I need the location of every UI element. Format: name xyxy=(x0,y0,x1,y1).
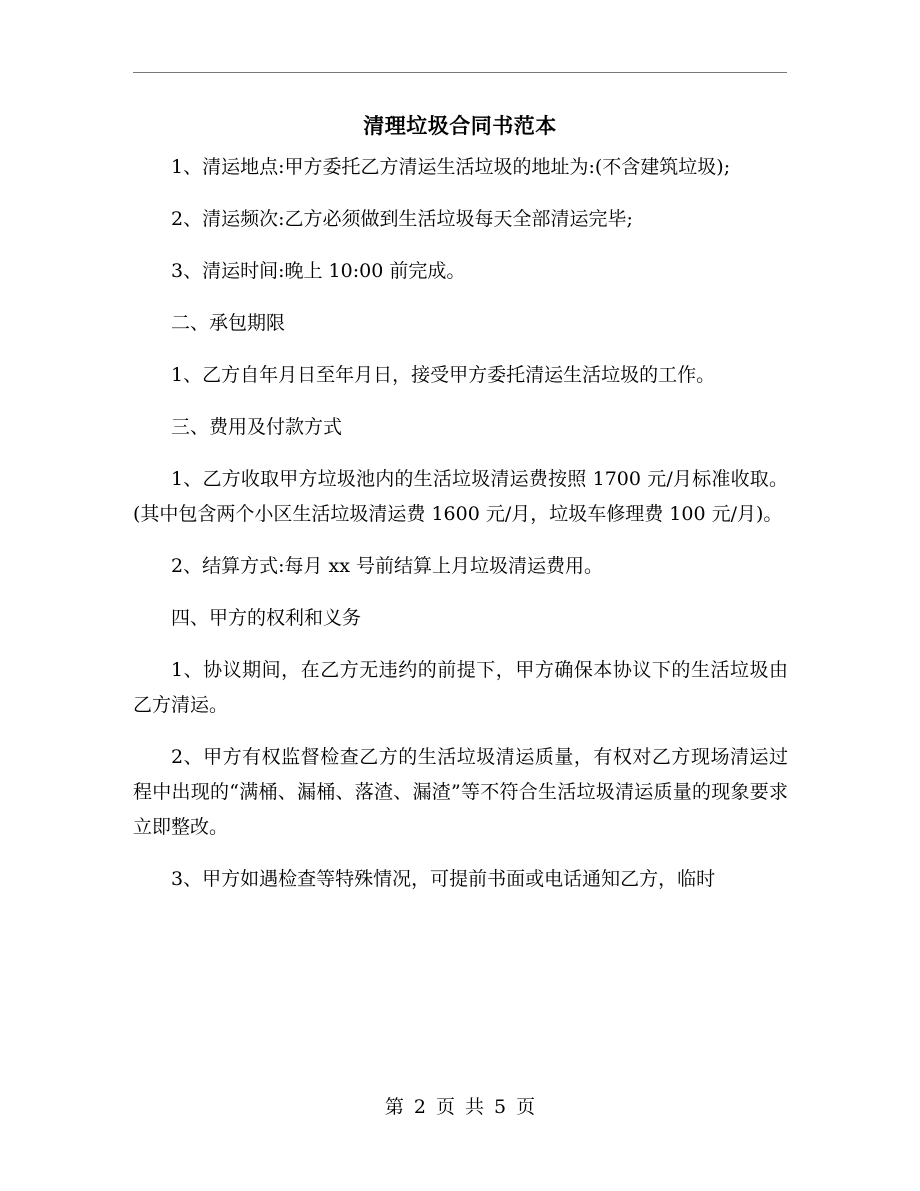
paragraph: 2、清运频次:乙方必须做到生活垃圾每天全部清运完毕; xyxy=(171,208,633,230)
paragraph: 1、清运地点:甲方委托乙方清运生活垃圾的地址为:(不含建筑垃圾); xyxy=(171,156,731,178)
page-title: 清理垃圾合同书范本 xyxy=(363,113,557,138)
section-heading: 四、甲方的权利和义务 xyxy=(171,607,362,629)
paragraph: 1、乙方自年月日至年月日，接受甲方委托清运生活垃圾的工作。 xyxy=(171,364,716,386)
paragraph: 2、结算方式:每月 xx 号前结算上月垃圾清运费用。 xyxy=(171,555,604,577)
paragraph: 1、协议期间，在乙方无违约的前提下，甲方确保本协议下的生活垃圾由乙方清运。 xyxy=(133,659,788,716)
section-heading: 三、费用及付款方式 xyxy=(171,416,343,438)
page-number: 第 2 页 共 5 页 xyxy=(384,1096,536,1118)
paragraph: 3、甲方如遇检查等特殊情况，可提前书面或电话通知乙方，临时 xyxy=(171,868,716,890)
section-heading: 二、承包期限 xyxy=(171,312,286,334)
paragraph: 1、乙方收取甲方垃圾池内的生活垃圾清运费按照 1700 元/月标准收取。(其中包含两个小区生活垃圾清运费 1600 元/月，垃圾车修理费 100 元/月)。 xyxy=(133,468,788,525)
paragraph: 3、清运时间:晚上 10:00 前完成。 xyxy=(171,260,466,282)
document-body xyxy=(133,150,788,914)
header-rule xyxy=(133,72,787,73)
paragraph: 2、甲方有权监督检查乙方的生活垃圾清运质量，有权对乙方现场清运过程中出现的“满桶、漏桶、落渣、漏渣”等不符合生活垃圾清运质量的现象要求立即整改。 xyxy=(133,746,788,838)
